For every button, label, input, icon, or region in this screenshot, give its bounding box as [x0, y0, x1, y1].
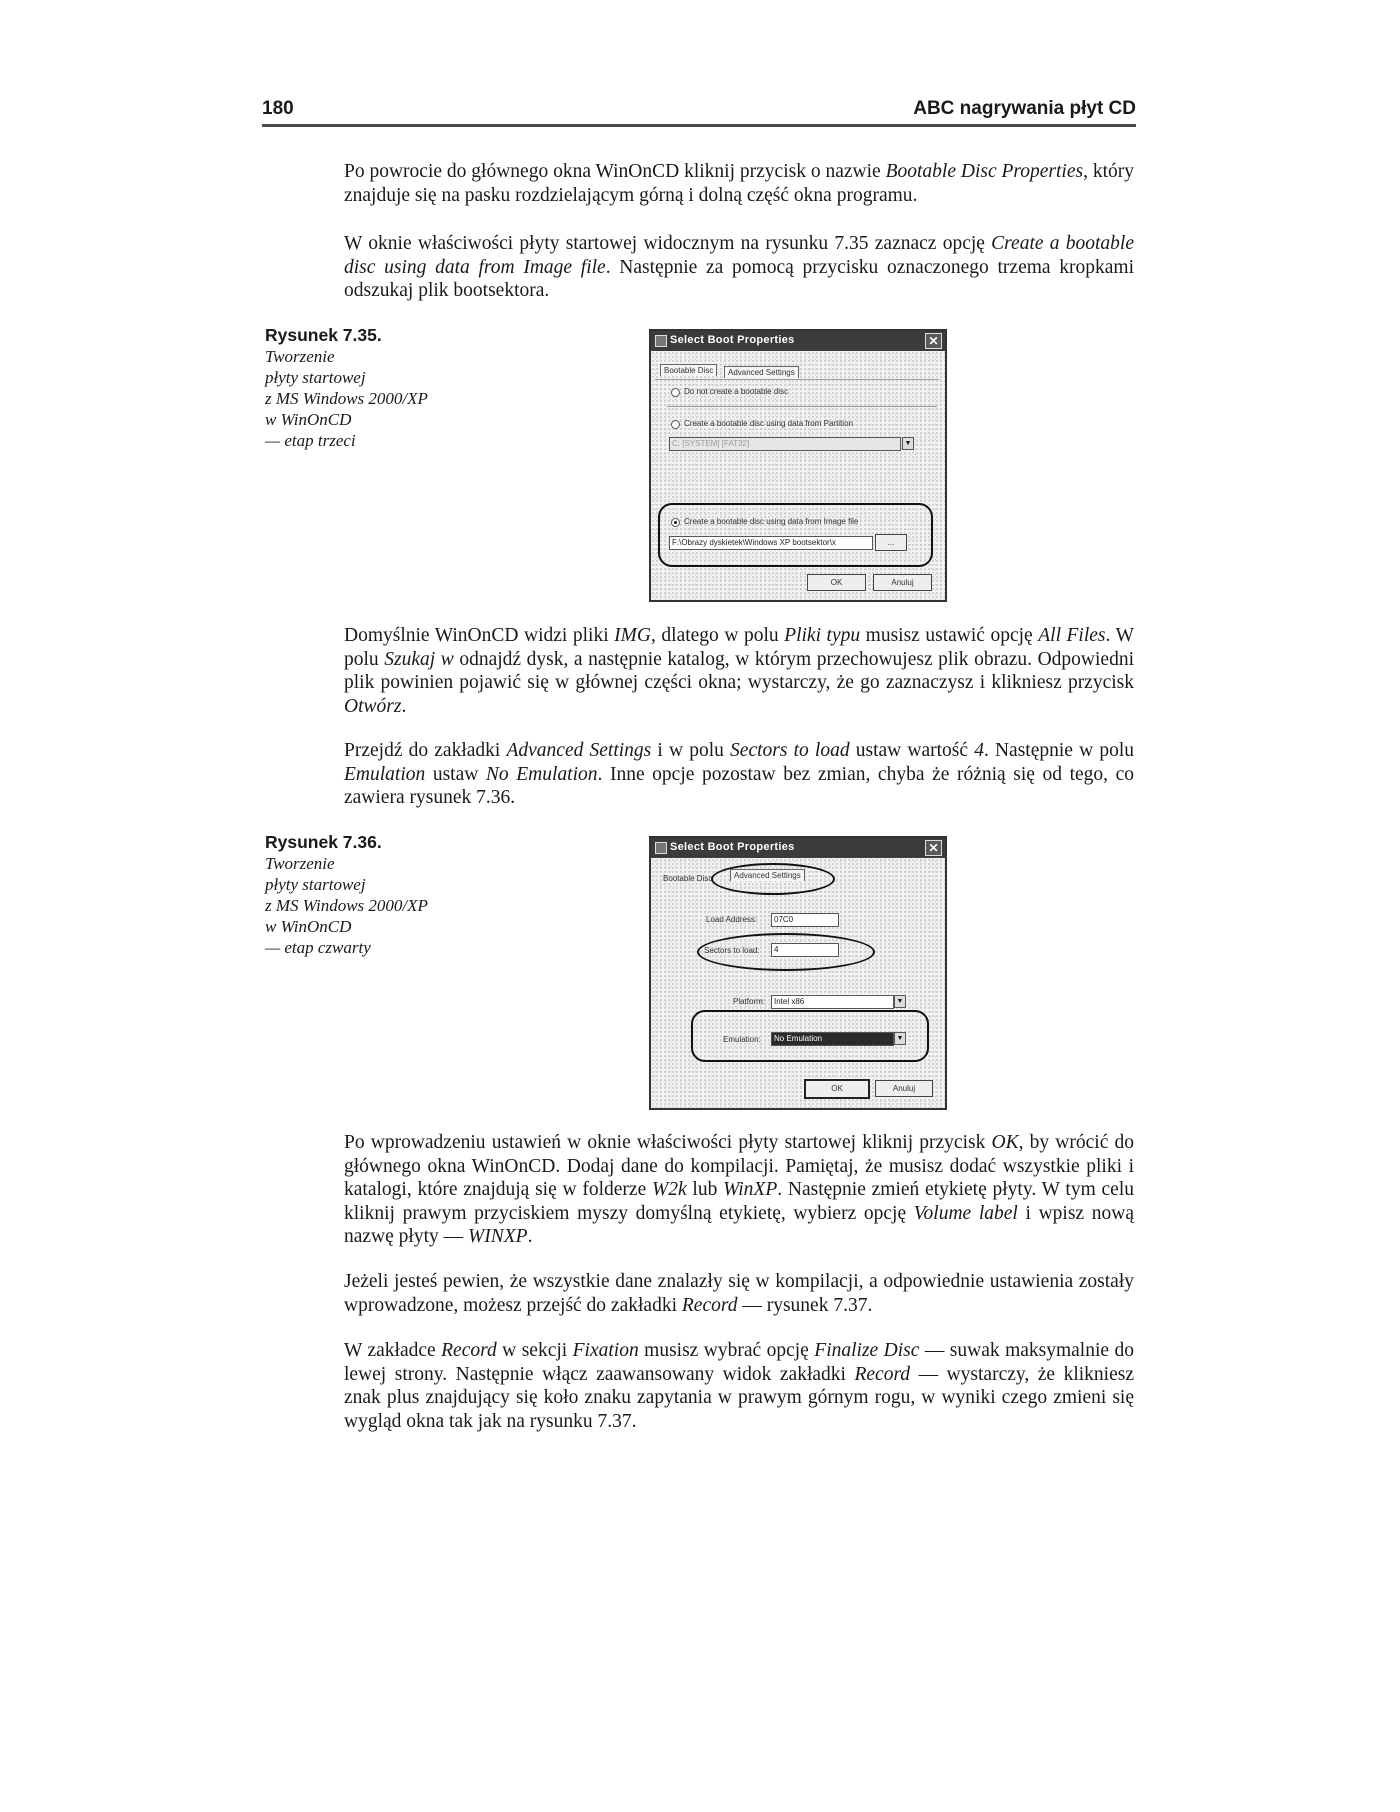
radio-partition-label: Create a bootable disc using data from Partition [684, 419, 853, 428]
caption-line: w WinOnCD [265, 410, 352, 429]
title-bar [651, 331, 945, 351]
boot-properties-dialog-2 [649, 836, 947, 1110]
radio-image-file-label: Create a bootable disc using data from Image file [684, 517, 859, 526]
radio-partition[interactable] [671, 420, 680, 429]
image-path-input[interactable]: F:\Obrazy dyskietek\Windows XP bootsektor\x [669, 536, 873, 550]
caption-line: z MS Windows 2000/XP [265, 896, 428, 915]
radio-no-bootable-label: Do not create a bootable disc [684, 387, 789, 396]
sectors-label: Sectors to load: [704, 946, 760, 955]
ok-button[interactable]: OK [807, 574, 866, 591]
cancel-button[interactable]: Anuluj [875, 1080, 933, 1097]
caption-line: — etap czwarty [265, 938, 371, 957]
chevron-down-icon[interactable]: ▼ [894, 995, 906, 1008]
tab-divider [655, 379, 939, 380]
paragraph-5: Po wprowadzeniu ustawień w oknie właściwości płyty startowej kliknij przycisk OK, by wrócić do głównego okna WinOnCD. Dodaj dane do kompilacji. Pamiętaj, że musisz dodać wszystkie pliki i katalogi, które znajdują się w folderze W2k lub WinXP. Następnie zmień etykietę płyty. W tym celu kliknij prawym przyciskiem myszy domyślną etykietę, wybierz opcję Volume label i wpisz nową nazwę płyty — WINXP. [344, 1132, 1135, 1247]
tab-advanced-settings[interactable]: Advanced Settings [730, 869, 805, 881]
page-number: 180 [262, 98, 294, 119]
figure-7-35-caption [265, 325, 465, 451]
divider [667, 406, 937, 407]
book-title: ABC nagrywania płyt CD [913, 98, 1136, 119]
paragraph-7: W zakładce Record w sekcji Fixation musisz wybrać opcję Finalize Disc — suwak maksymalnie do lewej strony. Następnie włącz zaawansowany widok zakładki Record — wystarczy, że klikniesz znak plus znajdujący się koło znaku zapytania w prawym górnym rogu, w wyniki czego zmieni się wygląd okna tak jak na rysunku 7.37. [344, 1340, 1134, 1432]
load-address-input[interactable]: 07C0 [771, 913, 839, 927]
paragraph-2: W oknie właściwości płyty startowej widocznym na rysunku 7.35 zaznacz opcję Create a bootable disc using data from Image file. Następnie za pomocą przycisku oznaczonego trzema kropkami odszukaj plik bootsektora. [344, 233, 1135, 301]
close-icon[interactable]: ✕ [925, 840, 942, 856]
ok-button[interactable]: OK [804, 1079, 870, 1099]
emulation-label: Emulation: [723, 1035, 761, 1044]
figure-7-36-caption [265, 832, 465, 958]
platform-label: Platform: [733, 997, 766, 1006]
partition-select[interactable]: C: [SYSTEM] [FAT32] [669, 437, 901, 451]
highlight-ellipse [711, 863, 835, 895]
load-address-label: Load Address: [706, 915, 758, 924]
window-icon [655, 335, 667, 347]
close-icon[interactable]: ✕ [925, 333, 942, 349]
paragraph-6: Jeżeli jesteś pewien, że wszystkie dane znalazły się w kompilacji, a odpowiednie ustawienia zostały wprowadzone, możesz przejść do zakładki Record — rysunek 7.37. [344, 1271, 1134, 1316]
emulation-select[interactable]: No Emulation [771, 1032, 894, 1046]
tab-advanced-settings[interactable]: Advanced Settings [724, 366, 799, 378]
figure-number: Rysunek 7.36. [265, 832, 382, 852]
sectors-input[interactable]: 4 [771, 943, 839, 957]
browse-button[interactable]: ... [875, 534, 907, 551]
chevron-down-icon[interactable]: ▼ [894, 1032, 906, 1045]
cancel-button[interactable]: Anuluj [873, 574, 932, 591]
paragraph-1: Po powrocie do głównego okna WinOnCD kliknij przycisk o nazwie Bootable Disc Properties, który znajduje się na pasku rozdzielającym górną i dolną część okna programu. [344, 161, 1135, 206]
dialog-title: Select Boot Properties [670, 841, 795, 853]
caption-line: Tworzenie [265, 854, 335, 873]
caption-line: płyty startowej [265, 368, 366, 387]
caption-line: płyty startowej [265, 875, 366, 894]
window-icon [655, 842, 667, 854]
radio-no-bootable[interactable] [671, 388, 680, 397]
paragraph-4: Przejdź do zakładki Advanced Settings i w polu Sectors to load ustaw wartość 4. Następnie w polu Emulation ustaw No Emulation. Inne opcje pozostaw bez zmian, chyba że różnią się od tego, co zawiera rysunek 7.36. [344, 740, 1134, 808]
platform-select[interactable]: Intel x86 [771, 995, 894, 1009]
radio-image-file[interactable] [671, 518, 680, 527]
chevron-down-icon[interactable]: ▼ [902, 437, 914, 450]
caption-line: — etap trzeci [265, 431, 356, 450]
caption-line: Tworzenie [265, 347, 335, 366]
figure-number: Rysunek 7.35. [265, 325, 382, 345]
tab-bootable-disc[interactable]: Bootable Disc [660, 364, 717, 376]
paragraph-3: Domyślnie WinOnCD widzi pliki IMG, dlatego w polu Pliki typu musisz ustawić opcję All Files. W polu Szukaj w odnajdź dysk, a następnie katalog, w którym przechowujesz plik obrazu. Odpowiedni plik powinien pojawić się w głównej części okna; wystarczy, że go zaznaczysz i klikniesz przycisk Otwórz. [344, 625, 1135, 717]
title-bar [651, 838, 945, 858]
caption-line: w WinOnCD [265, 917, 352, 936]
running-header [262, 98, 1136, 127]
dialog-title: Select Boot Properties [670, 334, 795, 346]
boot-properties-dialog-1 [649, 329, 947, 602]
tab-bootable-disc[interactable]: Bootable Disc [663, 874, 713, 883]
caption-line: z MS Windows 2000/XP [265, 389, 428, 408]
